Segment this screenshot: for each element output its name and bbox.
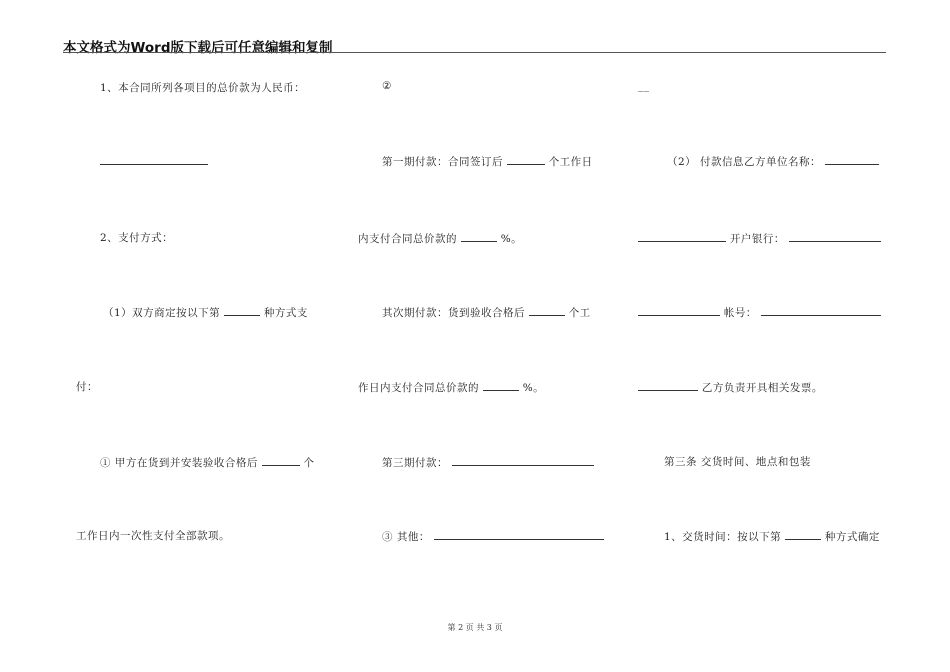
col2-second-percent-text-a: 作日内支付合同总价款的 [358, 382, 479, 394]
col2-third-payment-text: 第三期付款： [382, 457, 448, 469]
col3-short-blank: __ [638, 80, 650, 92]
blank-underline [825, 153, 879, 165]
blank-underline [461, 230, 497, 242]
col2-first-payment-percent-line [358, 230, 522, 246]
col1-party-a-text-b: 个 [303, 457, 315, 469]
col3-account-line [638, 304, 881, 320]
col2-other-line [382, 528, 604, 544]
blank-underline [529, 304, 565, 316]
col2-second-percent-text-b: %。 [522, 382, 545, 394]
col3-account-text: 帐号： [723, 307, 757, 319]
col1-one-time-payment: 工作日内一次性支付全部款项。 [76, 530, 230, 542]
col3-invoice-line [638, 379, 823, 395]
col1-payment-continuation: 付： [76, 381, 98, 393]
blank-underline [483, 379, 519, 391]
blank-underline [761, 304, 881, 316]
col2-third-payment-line [382, 454, 594, 470]
col2-second-payment-text-a: 其次期付款：货到验收合格后 [382, 307, 525, 319]
col1-amount-blank [100, 153, 208, 168]
col3-delivery-time-text-a: 1、交货时间：按以下第 [664, 531, 782, 543]
col1-method-choice-text-b: 种方式支 [263, 307, 308, 319]
col3-invoice-text: 乙方负责开具相关发票。 [701, 382, 823, 394]
blank-underline [100, 153, 208, 165]
blank-underline [224, 304, 260, 316]
blank-underline [434, 528, 604, 540]
col2-second-payment-text-b: 个工 [568, 307, 591, 319]
col3-payee-name-line [667, 153, 879, 169]
col1-method-choice-line [103, 304, 308, 320]
blank-underline [638, 379, 698, 391]
col1-method-choice-text-a: （1）双方商定按以下第 [103, 307, 221, 319]
col1-payment-method: 2、支付方式： [100, 232, 174, 244]
header-divider [63, 52, 886, 53]
col3-bank-line [638, 230, 881, 246]
col1-party-a-line [100, 454, 315, 470]
blank-underline [638, 230, 726, 242]
col2-percent-text-b: %。 [500, 233, 523, 245]
document-header-title: 本文格式为Word版下载后可任意编辑和复制 [63, 40, 333, 56]
page-number-footer: 第 2 页 共 3 页 [447, 623, 503, 632]
blank-underline [507, 153, 545, 165]
col2-percent-text-a: 内支付合同总价款的 [358, 233, 457, 245]
blank-underline [638, 304, 720, 316]
col3-bank-text: 开户银行： [729, 233, 785, 245]
blank-underline [452, 454, 594, 466]
col2-first-payment-text-b: 个工作日 [548, 156, 593, 168]
col2-circle-two: ② [382, 80, 392, 92]
col1-party-a-text-a: ① 甲方在货到并安装验收合格后 [100, 457, 258, 469]
blank-underline [785, 528, 821, 540]
col3-payee-name-text: （2） 付款信息乙方单位名称： [667, 156, 822, 168]
col2-other-text: ③ 其他： [382, 531, 430, 543]
col2-first-payment-line [382, 153, 593, 169]
col2-second-payment-line [382, 304, 591, 320]
col2-first-payment-text-a: 第一期付款：合同签订后 [382, 156, 503, 168]
blank-underline [262, 454, 300, 466]
col1-total-price-line: 1、本合同所列各项目的总价款为人民币： [100, 82, 306, 94]
col2-second-payment-percent-line [358, 379, 544, 395]
blank-underline [789, 230, 881, 242]
col3-delivery-time-line [664, 528, 880, 544]
col3-delivery-time-text-b: 种方式确定 [824, 531, 880, 543]
col3-article-three-title: 第三条 交货时间、地点和包装 [664, 456, 811, 468]
